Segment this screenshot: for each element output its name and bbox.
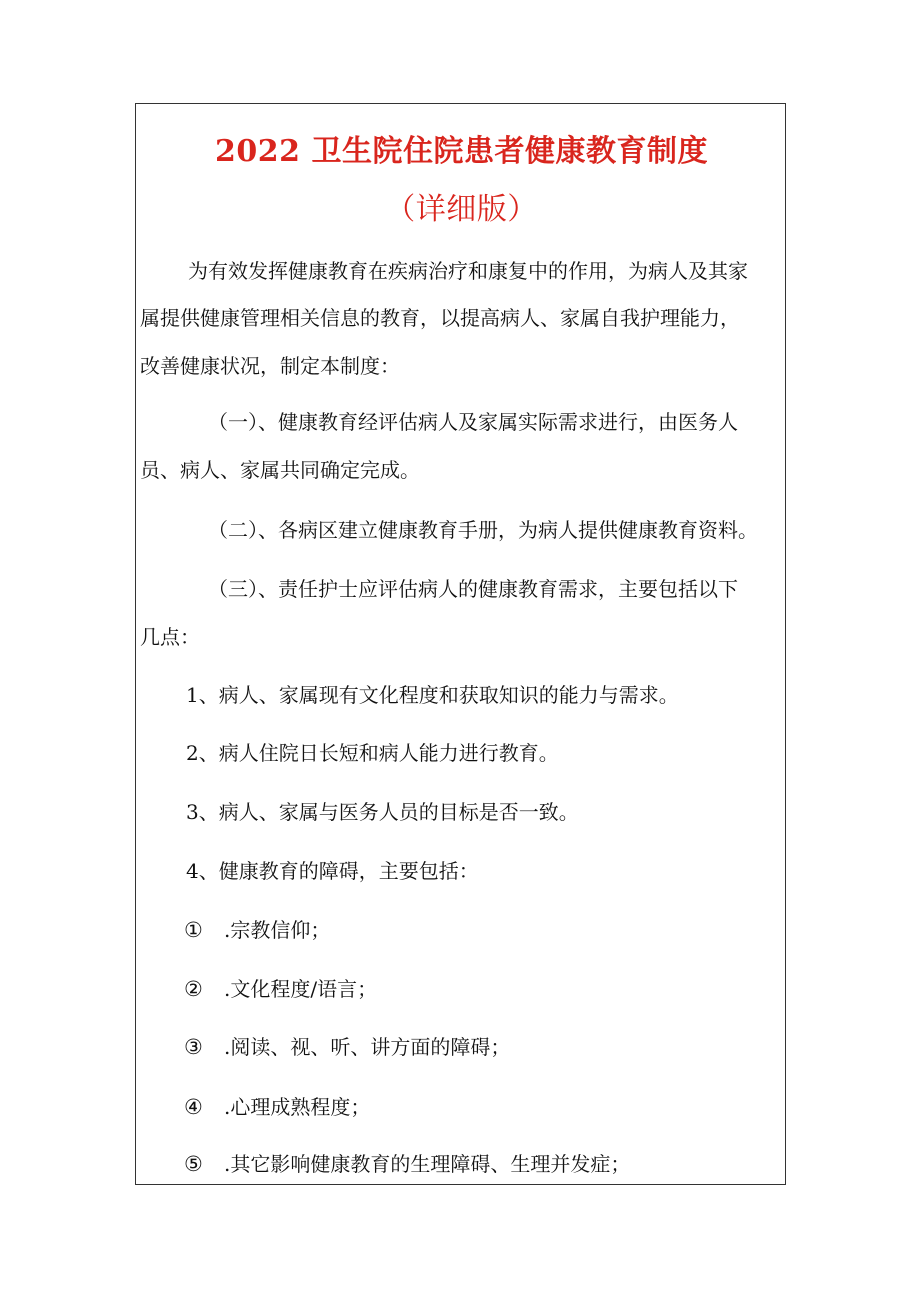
barrier-text: .心理成熟程度； [224, 1095, 371, 1119]
barrier-text: .阅读、视、听、讲方面的障碍； [224, 1035, 511, 1059]
list-item: 4、健康教育的障碍，主要包括： [186, 859, 479, 883]
clause-1-line-2: 员、病人、家属共同确定完成。 [140, 458, 420, 482]
intro-line-3: 改善健康状况，制定本制度： [140, 354, 400, 378]
document-title: 2022 卫生院住院患者健康教育制度 [215, 134, 708, 169]
clause-3-line-1: （三）、责任护士应评估病人的健康教育需求，主要包括以下 [208, 577, 738, 601]
clause-3-line-2: 几点： [140, 625, 200, 649]
clause-1-line-1: （一）、健康教育经评估病人及家属实际需求进行，由医务人 [208, 410, 738, 434]
intro-line-2: 属提供健康管理相关信息的教育，以提高病人、家属自我护理能力， [140, 306, 740, 330]
list-item: 2、病人住院日长短和病人能力进行教育。 [186, 741, 559, 765]
circled-number-marker: ⑤ [184, 1152, 203, 1176]
circled-number-marker: ③ [184, 1035, 203, 1059]
document-subtitle: （详细版） [385, 192, 538, 227]
document-frame [135, 103, 786, 1185]
barrier-text: .其它影响健康教育的生理障碍、生理并发症； [224, 1152, 631, 1176]
clause-2: （二）、各病区建立健康教育手册，为病人提供健康教育资料。 [208, 518, 758, 542]
circled-number-marker: ④ [184, 1095, 203, 1119]
intro-line-1: 为有效发挥健康教育在疾病治疗和康复中的作用，为病人及其家 [188, 259, 748, 283]
barrier-text: .宗教信仰； [224, 918, 331, 942]
list-item: 1、病人、家属现有文化程度和获取知识的能力与需求。 [186, 683, 679, 707]
circled-number-marker: ① [184, 918, 203, 942]
circled-number-marker: ② [184, 977, 203, 1001]
list-item: 3、病人、家属与医务人员的目标是否一致。 [186, 800, 579, 824]
barrier-text: .文化程度/语言； [224, 977, 378, 1001]
